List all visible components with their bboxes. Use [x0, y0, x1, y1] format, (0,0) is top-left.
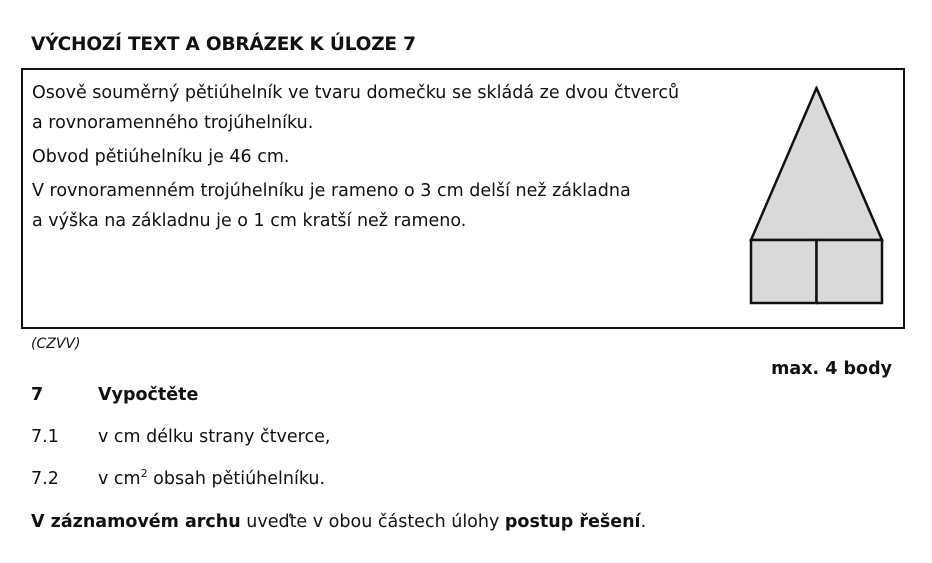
- intro-line-1: Osově souměrný pětiúhelník ve tvaru domečku se skládá ze dvou čtverců: [32, 83, 680, 103]
- subtask-7-2-prefix: v cm: [98, 469, 141, 489]
- intro-paragraph-2: [32, 142, 742, 172]
- intro-line-2: a rovnoramenného trojúhelníku.: [32, 113, 314, 133]
- perimeter-line: Obvod pětiúhelníku je 46 cm.: [32, 147, 290, 167]
- subtask-7-2-superscript: 2: [140, 467, 148, 480]
- house-roof-triangle: [751, 88, 882, 240]
- subtask-7-1-number: 7.1: [31, 427, 59, 447]
- house-figure: [749, 86, 884, 308]
- task-title: Vypočtěte: [98, 385, 199, 405]
- instructions-normal: uveďte v obou částech úlohy: [240, 512, 505, 532]
- section-heading: VÝCHOZÍ TEXT A OBRÁZEK K ÚLOZE 7: [31, 34, 416, 55]
- instructions-bold-1: V záznamovém archu: [31, 512, 241, 532]
- subtask-7-2-text: [98, 469, 325, 489]
- task-number: 7: [31, 385, 44, 405]
- house-left-square: [751, 240, 817, 303]
- intro-paragraph-3: [32, 176, 742, 236]
- max-points: max. 4 body: [771, 359, 892, 379]
- source-label: (CZVV): [31, 336, 81, 352]
- intro-line-3: V rovnoramenném trojúhelníku je rameno o 3 cm delší než základna: [32, 181, 631, 201]
- intro-line-4: a výška na základnu je o 1 cm kratší než rameno.: [32, 211, 467, 231]
- intro-text: [32, 78, 742, 240]
- instructions: [31, 512, 646, 532]
- subtask-7-2-suffix: obsah pětiúhelníku.: [147, 469, 326, 489]
- subtask-7-1-text: v cm délku strany čtverce,: [98, 427, 331, 447]
- intro-paragraph-1: [32, 78, 742, 138]
- intro-box: [21, 68, 905, 329]
- house-right-square: [817, 240, 883, 303]
- instructions-end: .: [640, 512, 647, 532]
- subtask-7-2-number: 7.2: [31, 469, 59, 489]
- instructions-bold-2: postup řešení: [504, 512, 641, 532]
